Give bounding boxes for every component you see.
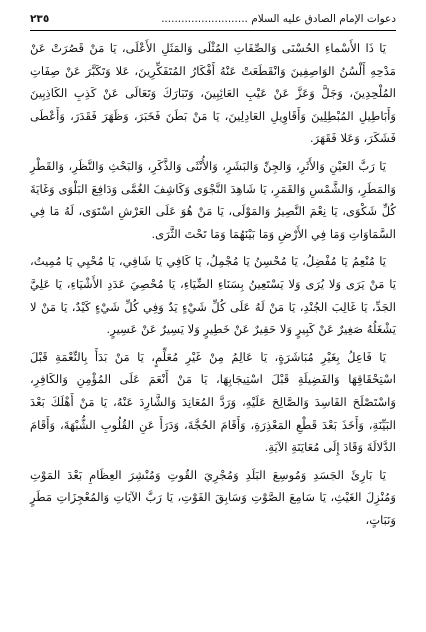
header-rule: [30, 30, 396, 31]
page-number: ٢٣٥: [30, 13, 50, 25]
running-header: [30, 8, 396, 30]
paragraph-2: يَا رَبَّ العَيْنِ وَالأَثَرِ، وَالجِنِّ وَالبَشَرِ، وَالأُنْثَى وَالذَّكَرِ، وَالبَحْثِ وَالنَّظَرِ، وَالقَطْرِ وَالمَطَرِ، وَالشَّمْسِ وَالقَمَرِ، يَا شَاهِدَ النَّجْوَى وَكَاشِفَ الغُمَّى وَدَافِعَ البَلْوَى وَغَايَةَ كُلِّ شَكْوَى، يَا نِعْمَ النَّصِيرُ وَالمَوْلَى، يَا مَنْ هُوَ عَلَى العَرْشِ اسْتَوَى، لَهُ مَا فِي السَّمَاوَاتِ وَمَا فِي الأَرْضِ وَمَا بَيْنَهُمَا وَمَا تَحْتَ الثَّرَى.: [30, 158, 396, 241]
page-body: [30, 37, 396, 531]
paragraph-5: يَا بَارِئَ الجَسَدِ وَمُوسِعَ البَلَدِ وَمُجْرِيَ القُوتِ وَمُنْشِرَ العِظَامِ بَعْدَ المَوْتِ وَمُنْزِلَ الغَيْثِ، يَا سَامِعَ الصَّوْتِ وَسَابِقَ الفَوْتِ، يَا رَبَّ الآيَاتِ وَالمُعْجِزَاتِ مَطَرٍ وَنَبَاتٍ،: [30, 467, 396, 527]
paragraph-1: يَا ذَا الأَسْماءِ الحُسْنَى وَالصِّفَاتِ المُثْلَى وَالمَثَلِ الأَعْلَى، يَا مَنْ قَصُرَتْ عَنْ مَدْحِهِ أَلْسُنُ الوَاصِفِينَ وَانْقَطَعَتْ عَنْهُ أَفْكَارُ المُتَفَكِّرِينَ، عَلا وَتَكَبَّرَ عَنْ صِفَاتِ المُلْحِدِينَ، وَجَلَّ وَعَزَّ عَنْ عَيْبِ العَائِبِينَ، وَتَبَارَكَ وَتَعَالَى عَنْ كَذِبِ الكَاذِبِينَ وَأَبَاطِيلِ المُبْطِلِينَ وَأَقَاوِيلِ العَادِلِينَ، يَا مَنْ بَطَنَ فَخَبَرَ، وَظَهَرَ فَقَدَرَ، وَأَعْطَى فَشَكَرَ، وَعَلا فَقَهَرَ.: [30, 41, 396, 146]
header-title: دعوات الإمام الصادق عليه السلام ..........................: [161, 13, 396, 25]
paragraph-4: يَا فَاعِلُ بِغَيْرِ مُبَاشَرَةٍ، يَا عَالِمُ مِنْ غَيْرِ مُعَلِّمٍ، يَا مَنْ بَدَأَ بِالنِّعْمَةِ قَبْلَ اسْتِحْقَاقِهَا وَالفَضِيلَةِ قَبْلَ اسْتِيجَابِهَا، يَا مَنْ أَنْعَمَ عَلَى المُؤْمِنِ وَالكَافِرِ، وَاسْتَصْلَحَ الفَاسِدَ وَالصَّالِحَ عَلَيْهِ، وَرَدَّ المُعَانِدَ وَالشَّارِدَ عَنْهُ، يَا مَنْ أَهْلَكَ بَعْدَ البَيِّنَةِ، وَأَخَذَ بَعْدَ قَطْعِ المَعْذِرَةِ، وَأَقَامَ الحُجَّةَ، وَدَرَأَ عَنِ القُلُوبِ الشُّبْهَةَ، وَأَقَامَ الدَّلالَةَ وَقَادَ إِلَى مُعَايَنَةِ الآيَةِ.: [30, 349, 396, 455]
paragraph-3: يَا مُنْعِمُ يَا مُفْضِلُ، يَا مُحْسِنُ يَا مُجْمِلُ، يَا كَافِي يَا شَافِي، يَا مُحْيِي يَا مُمِيتُ، يَا مَنْ يَرَى وَلا يُرَى وَلا يَسْتَعِينُ بِسَنَاءِ الضِّيَاءِ، يَا مُحْصِيَ عَدَدِ الأَشْيَاءِ، يَا عَلِيَّ الجَدِّ، يَا غَالِبَ الجُنْدِ، يَا مَنْ لَهُ عَلَى كُلِّ شَيْءٍ يَدٌ وَفِي كُلِّ شَيْءٍ كَيْدٌ، يَا مَنْ لا يَشْغَلُهُ صَغِيرٌ عَنْ كَبِيرٍ وَلا حَقِيرٌ عَنْ خَطِيرٍ وَلا يَسِيرٌ عَنْ عَسِيرٍ.: [30, 254, 396, 337]
